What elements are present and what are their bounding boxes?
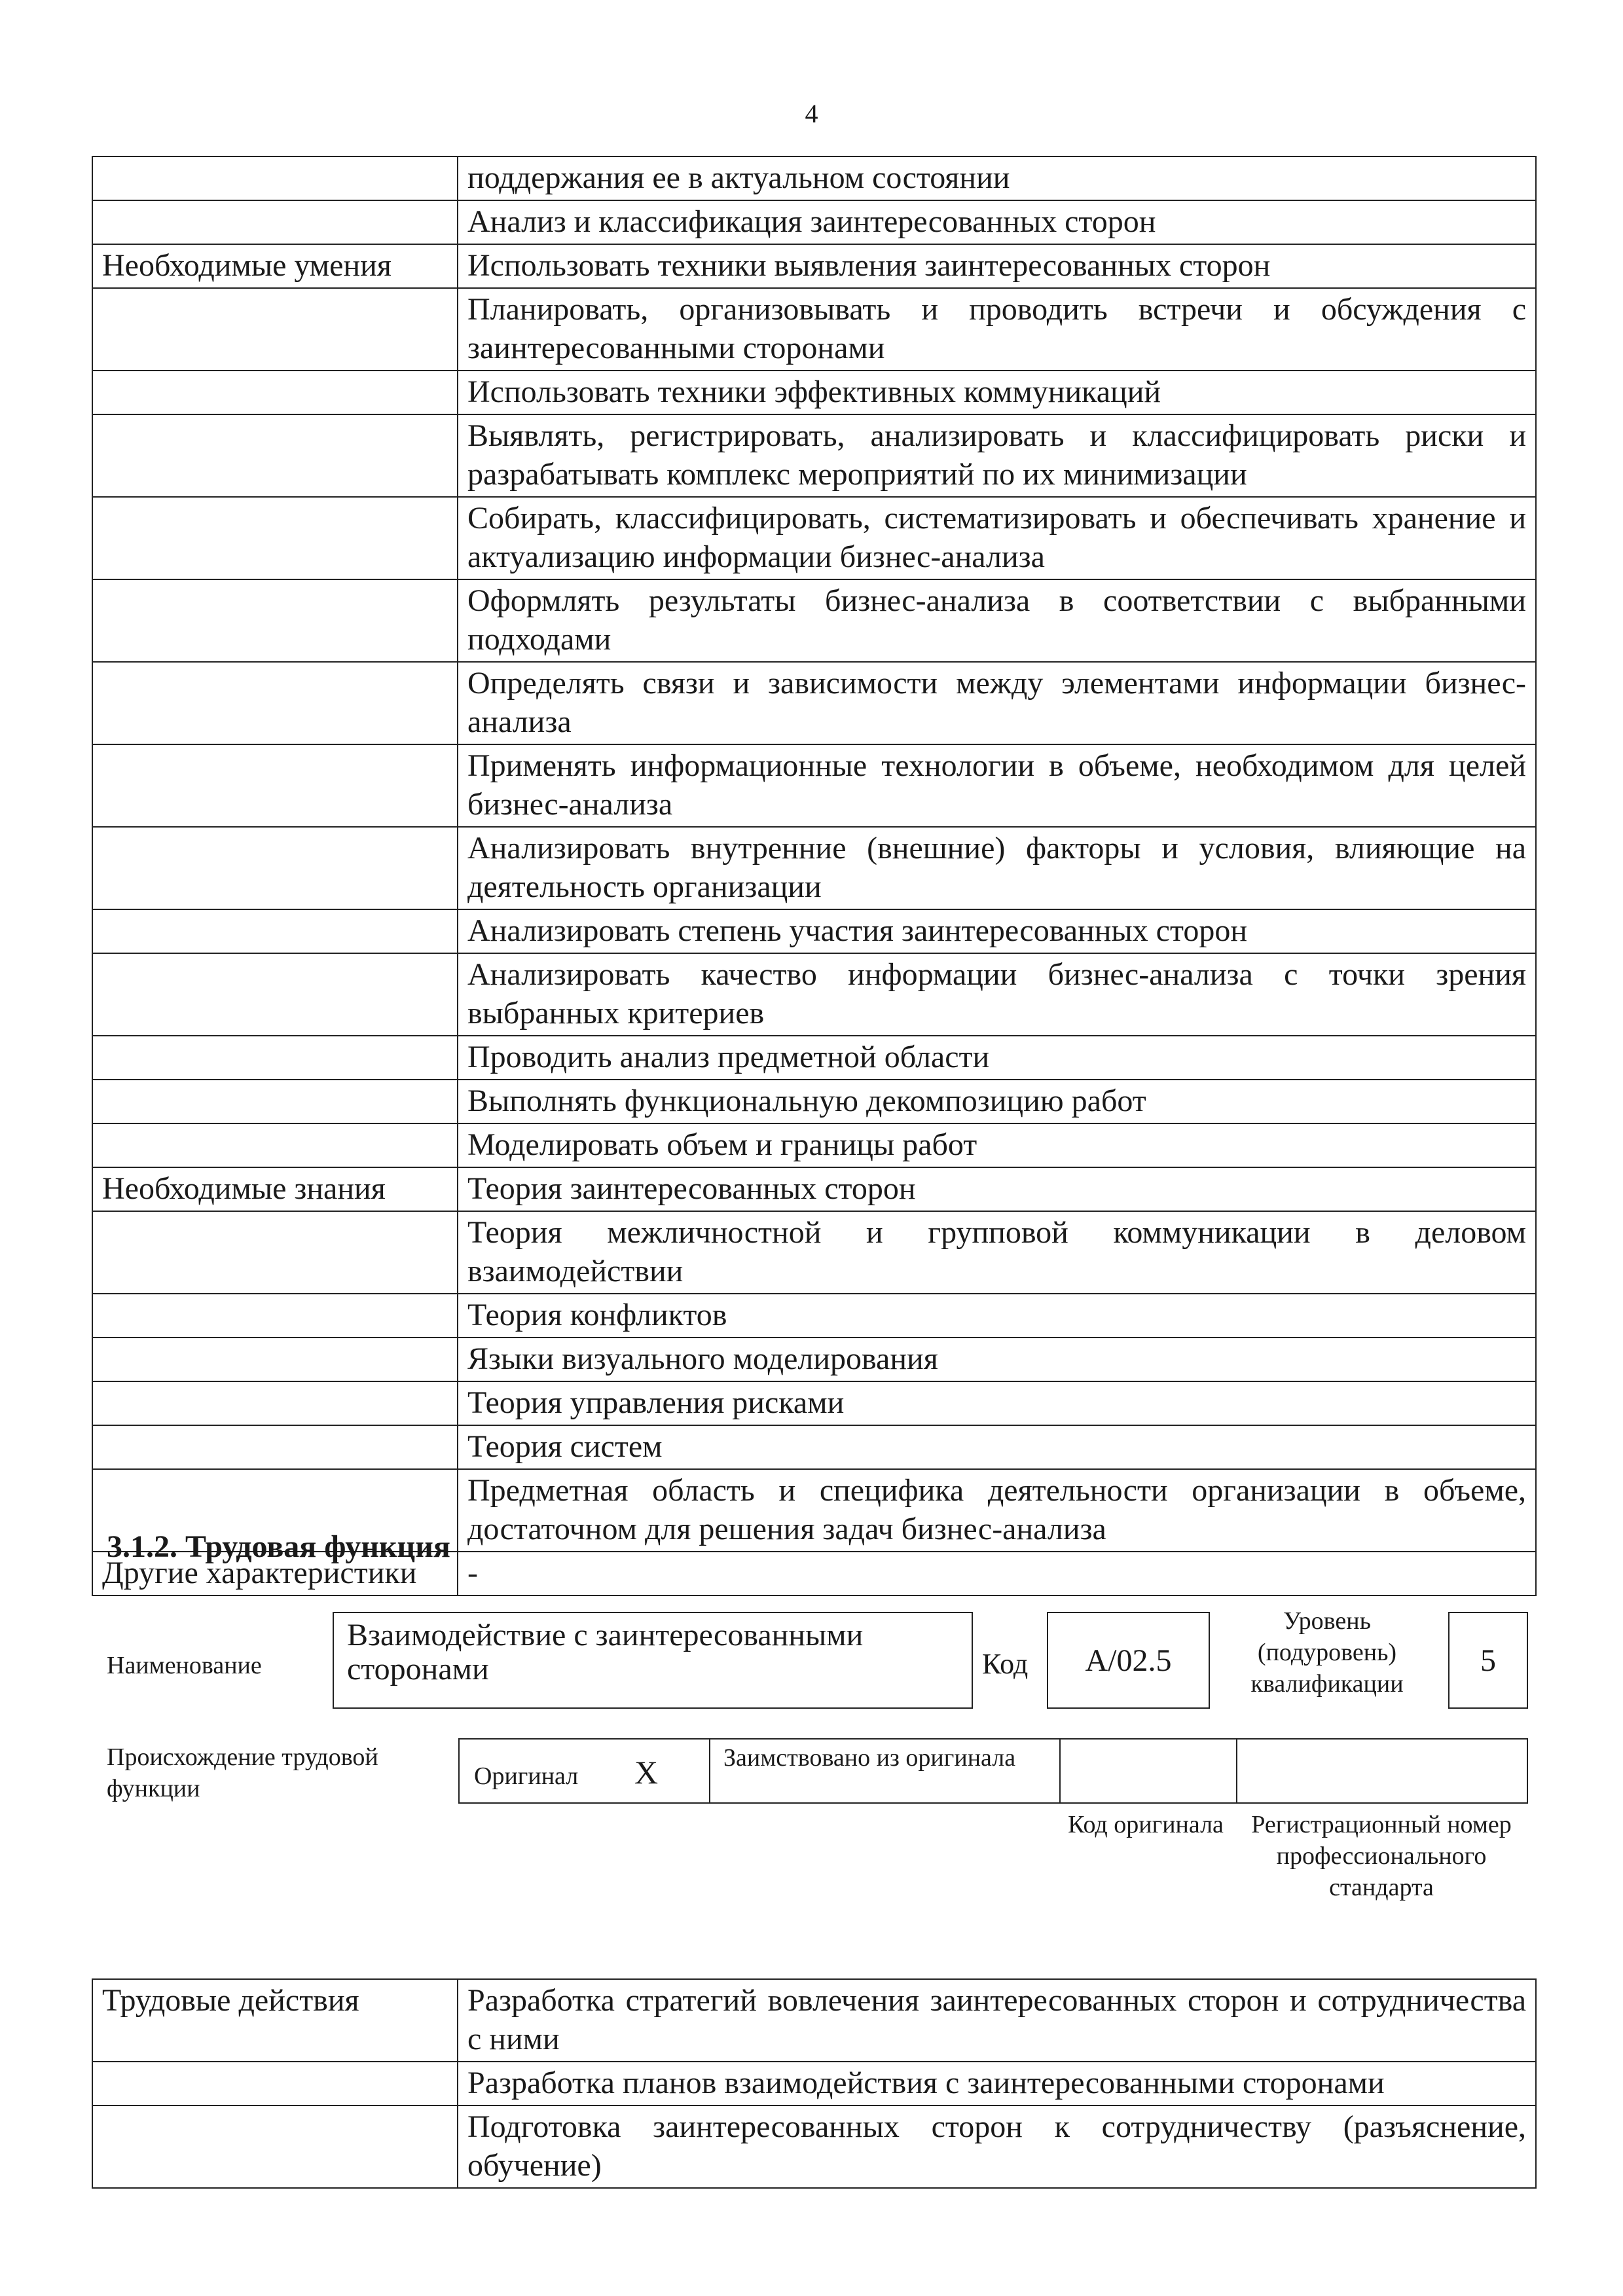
origin-row — [458, 1738, 1528, 1804]
row-text: Собирать, классифицировать, систематизировать и обеспечивать хранение и актуализацию информации бизнес-анализа — [458, 497, 1536, 579]
function-code-box: А/02.5 — [1047, 1612, 1210, 1709]
row-text: Оформлять результаты бизнес-анализа в соответствии с выбранными подходами — [458, 579, 1536, 662]
table-row — [92, 1167, 1536, 1211]
row-text: Теория межличностной и групповой коммуникации в деловом взаимодействии — [458, 1211, 1536, 1294]
original-label: Оригинал — [474, 1762, 579, 1790]
qualification-level-label: Уровень (подуровень) квалификации — [1250, 1607, 1404, 1698]
row-label — [92, 1381, 458, 1425]
row-text: Моделировать объем и границы работ — [458, 1123, 1536, 1167]
row-text: Разработка стратегий вовлечения заинтересованных сторон и сотрудничества с ними — [458, 1979, 1536, 2062]
row-text: Языки визуального моделирования — [458, 1338, 1536, 1381]
table-row — [92, 200, 1536, 244]
table-row — [92, 244, 1536, 288]
row-label: Необходимые знания — [92, 1167, 458, 1211]
row-label — [92, 371, 458, 414]
section-heading: 3.1.2. Трудовая функция — [107, 1529, 450, 1564]
table-row — [92, 1381, 1536, 1425]
row-label — [92, 414, 458, 497]
row-label — [92, 288, 458, 371]
name-label: Наименование — [107, 1652, 262, 1679]
table-row — [92, 497, 1536, 579]
origin-label: Происхождение трудовой функции — [107, 1743, 378, 1802]
row-label — [92, 200, 458, 244]
table-row — [92, 827, 1536, 909]
row-text: Использовать техники выявления заинтересованных сторон — [458, 244, 1536, 288]
row-text: - — [458, 1552, 1536, 1595]
original-code-cell — [1061, 1740, 1237, 1802]
row-label — [92, 1294, 458, 1338]
row-label — [92, 497, 458, 579]
row-text: Анализ и классификация заинтересованных сторон — [458, 200, 1536, 244]
row-label: Необходимые умения — [92, 244, 458, 288]
page-number: 4 — [805, 99, 818, 128]
row-label — [92, 1338, 458, 1381]
table-row — [92, 1211, 1536, 1294]
row-text: Применять информационные технологии в объеме, необходимом для целей бизнес-анализа — [458, 744, 1536, 827]
table-row — [92, 1123, 1536, 1167]
borrowed-cell: Заимствовано из оригинала — [710, 1740, 1061, 1802]
row-text: поддержания ее в актуальном состоянии — [458, 156, 1536, 200]
table-row — [92, 1080, 1536, 1123]
table-row — [92, 662, 1536, 744]
row-label — [92, 156, 458, 200]
row-label — [92, 1211, 458, 1294]
table-row — [92, 1338, 1536, 1381]
row-label: Трудовые действия — [92, 1979, 458, 2062]
table-row — [92, 1425, 1536, 1469]
original-code-caption: Код оригинала — [1068, 1811, 1224, 1838]
table-row — [92, 2105, 1536, 2188]
reg-number-cell — [1237, 1740, 1527, 1802]
row-text: Теория заинтересованных сторон — [458, 1167, 1536, 1211]
table-row — [92, 1979, 1536, 2062]
row-text: Анализировать внутренние (внешние) факторы и условия, влияющие на деятельность организации — [458, 827, 1536, 909]
row-text: Предметная область и специфика деятельности организации в объеме, достаточном для решения задач бизнес-анализа — [458, 1469, 1536, 1552]
table-row — [92, 953, 1536, 1036]
table-row — [92, 414, 1536, 497]
row-text: Теория систем — [458, 1425, 1536, 1469]
row-text: Определять связи и зависимости между элементами информации бизнес-анализа — [458, 662, 1536, 744]
original-cell — [460, 1740, 710, 1802]
row-text: Планировать, организовывать и проводить встречи и обсуждения с заинтересованными сторонами — [458, 288, 1536, 371]
reg-number-caption: Регистрационный номер профессионального стандарта — [1251, 1811, 1512, 1901]
original-mark: X — [634, 1754, 659, 1791]
row-label — [92, 744, 458, 827]
row-label — [92, 662, 458, 744]
function-name-box: Взаимодействие с заинтересованными сторонами — [333, 1612, 973, 1709]
row-label — [92, 1036, 458, 1080]
row-label — [92, 953, 458, 1036]
table-row — [92, 156, 1536, 200]
row-text: Выявлять, регистрировать, анализировать и классифицировать риски и разрабатывать комплекс мероприятий по их минимизации — [458, 414, 1536, 497]
row-text: Теория конфликтов — [458, 1294, 1536, 1338]
row-label — [92, 579, 458, 662]
table-row — [92, 2062, 1536, 2105]
row-text: Использовать техники эффективных коммуникаций — [458, 371, 1536, 414]
table-row — [92, 579, 1536, 662]
qualification-level-box: 5 — [1448, 1612, 1528, 1709]
table-row — [92, 371, 1536, 414]
row-text: Проводить анализ предметной области — [458, 1036, 1536, 1080]
row-label — [92, 1425, 458, 1469]
row-label — [92, 827, 458, 909]
table-row — [92, 1036, 1536, 1080]
table-row — [92, 288, 1536, 371]
row-label — [92, 909, 458, 953]
row-label: Другие характеристики — [92, 1552, 458, 1595]
table-row — [92, 744, 1536, 827]
row-text: Подготовка заинтересованных сторон к сотрудничеству (разъяснение, обучение) — [458, 2105, 1536, 2188]
row-text: Разработка планов взаимодействия с заинтересованными сторонами — [458, 2062, 1536, 2105]
labor-actions-table — [92, 1978, 1537, 2189]
table-row — [92, 909, 1536, 953]
row-text: Анализировать качество информации бизнес-анализа с точки зрения выбранных критериев — [458, 953, 1536, 1036]
row-text: Анализировать степень участия заинтересованных сторон — [458, 909, 1536, 953]
code-label: Код — [982, 1648, 1029, 1680]
row-label — [92, 2105, 458, 2188]
row-label — [92, 2062, 458, 2105]
row-label — [92, 1080, 458, 1123]
row-text: Выполнять функциональную декомпозицию работ — [458, 1080, 1536, 1123]
row-label — [92, 1123, 458, 1167]
row-text: Теория управления рисками — [458, 1381, 1536, 1425]
table-row — [92, 1294, 1536, 1338]
skills-knowledge-table — [92, 156, 1537, 1596]
